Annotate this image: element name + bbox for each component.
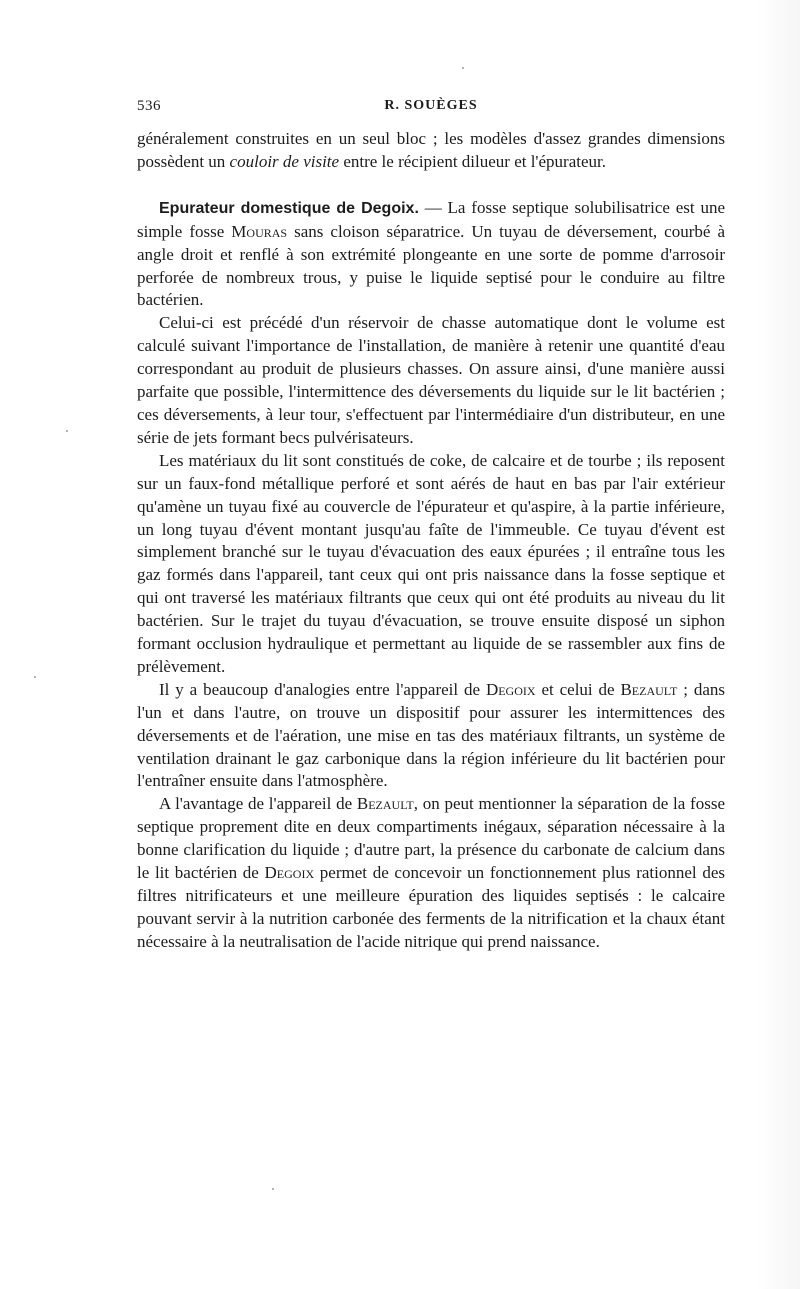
- proper-name: Bezault: [620, 679, 678, 699]
- running-head: [137, 98, 725, 128]
- running-head-author: R. SOUÈGES: [384, 98, 478, 113]
- book-page: [137, 98, 725, 954]
- proper-name: Mouras: [231, 221, 288, 241]
- page-edge-shadow: [754, 0, 800, 1289]
- body-text: [137, 128, 725, 954]
- scan-speck: [34, 676, 36, 678]
- paragraph-2: Epurateur domestique de Degoix. — La fosse septique solubilisatrice est une simple fosse Mouras sans cloison séparatrice. Un tuyau de déversement, courbé à angle droit et renflé à son extrémité plongeante en une sorte de pomme d'arrosoir perforée de nombreux trous, y puise le liquide septisé pour le conduire au filtre bactérien.: [137, 197, 725, 310]
- proper-name: Degoix: [264, 863, 315, 883]
- page-number: 536: [137, 98, 161, 114]
- scan-speck: [66, 430, 68, 432]
- paragraph-4: Les matériaux du lit sont constitués de coke, de calcaire et de tourbe ; ils reposent sur un faux-fond métallique perforé et sont aérés de haut en bas par l'air extérieur qu'amène un tuyau fixé au couvercle de l'épurateur et qu'aspire, à la partie inférieure, un long tuyau d'évent montant jusqu'au faîte de l'immeuble. Ce tuyau d'évent est simplement branché sur le tuyau d'évacuation des eaux épurées ; il entraîne tous les gaz formés dans l'appareil, tant ceux qui ont pris naissance dans la fosse septique et qui ont traversé les matériaux filtrants que ceux qui ont été produits au niveau du lit bactérien. Sur le trajet du tuyau d'évacuation, se trouve ensuite disposé un siphon formant occlusion hydraulique et permettant au liquide de se rassembler aux fins de prélèvement.: [137, 450, 725, 676]
- section-heading: Epurateur domestique de Degoix.: [159, 199, 419, 217]
- paragraph-3: Celui-ci est précédé d'un réservoir de chasse automatique dont le volume est calculé suivant l'importance de l'installation, de manière à retenir une quantité d'eau correspondant au produit de plusieurs chasses. On assure ainsi, d'une manière aussi parfaite que possible, l'intermittence des déversements du liquide sur le lit bactérien ; ces déversements, à leur tour, s'effectuent par l'intermédiaire d'un distributeur, en une série de jets formant becs pulvérisateurs.: [137, 313, 725, 447]
- proper-name: Bezault: [356, 794, 414, 814]
- paragraph-6: A l'avantage de l'appareil de Bezault, on peut mentionner la séparation de la fosse septique proprement dite en deux compartiments inégaux, séparation nécessaire à la bonne clarification du liquide ; d'autre part, la présence du carbonate de calcium dans le lit bactérien de Degoix permet de concevoir un fonctionnement plus rationnel des filtres nitrificateurs et une meilleure épuration des liquides septisés : le calcaire pouvant servir à la nutrition carbonée des ferments de la nitrification et la chaux étant nécessaire à la neutralisation de l'acide nitrique qui prend naissance.: [137, 794, 725, 951]
- paragraph-5: Il y a beaucoup d'analogies entre l'appareil de Degoix et celui de Bezault ; dans l'un et dans l'autre, on trouve un dispositif pour assurer les intermittences des déversements et de l'aération, une mise en tas des matériaux filtrants, un système de ventilation drainant le gaz carbonique dans la région inférieure du lit bactérien pour l'entraîner ensuite dans l'atmosphère.: [137, 679, 725, 791]
- scan-speck: [272, 1188, 274, 1190]
- italic-term: couloir de visite: [229, 151, 340, 171]
- scan-speck: [462, 67, 464, 69]
- paragraph-1: généralement construites en un seul bloc ; les modèles d'assez grandes dimensions possèdent un couloir de visite entre le récipient dilueur et l'épurateur.: [137, 129, 725, 171]
- proper-name: Degoix: [485, 679, 536, 699]
